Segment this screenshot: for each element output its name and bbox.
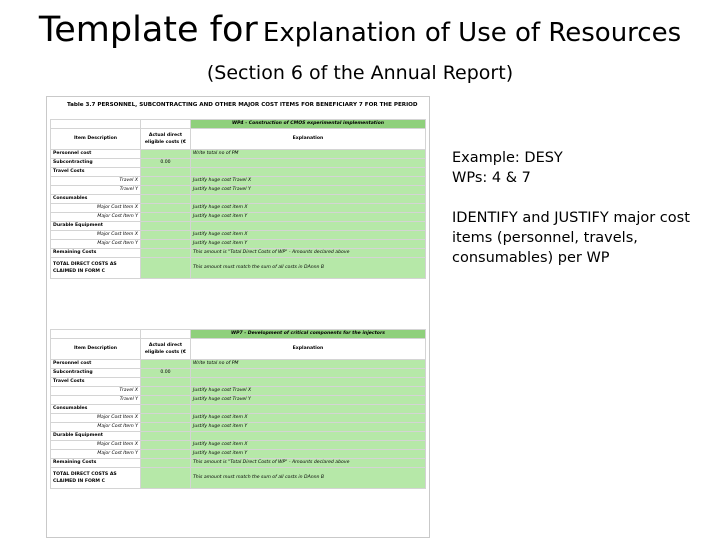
- column-header-row: [51, 339, 426, 360]
- row-item: Remaining Costs: [51, 459, 141, 468]
- total-row: [51, 468, 426, 489]
- row-cost: [141, 195, 191, 204]
- row-item: Travel Y: [51, 186, 141, 195]
- row-explanation: This amount is "Total Direct Costs of WP" - Amounts declared above: [191, 249, 426, 258]
- row-item: Major Cost Item Y: [51, 213, 141, 222]
- table-row: [51, 378, 426, 387]
- table-row: [51, 441, 426, 450]
- row-explanation: [191, 168, 426, 177]
- empty-cell: [51, 120, 141, 129]
- row-cost: 0.00: [141, 159, 191, 168]
- table-row: [51, 195, 426, 204]
- row-explanation: This amount is "Total Direct Costs of WP" - Amounts declared above: [191, 459, 426, 468]
- table-row: [51, 432, 426, 441]
- row-explanation: Justify huge cost item Y: [191, 450, 426, 459]
- table-row: [51, 405, 426, 414]
- row-explanation: Justify huge cost Travel X: [191, 387, 426, 396]
- spreadsheet-image: [46, 96, 430, 538]
- row-explanation: Justify huge cost item Y: [191, 213, 426, 222]
- table-row: [51, 222, 426, 231]
- table-row: [51, 369, 426, 378]
- total-label: TOTAL DIRECT COSTS AS CLAIMED IN FORM C: [51, 468, 141, 489]
- table-row: [51, 423, 426, 432]
- row-item: Major Cost Item Y: [51, 450, 141, 459]
- note-wps: WPs: 4 & 7: [452, 170, 531, 186]
- total-explanation: This amount must match the sum of all costs in DAnnn B: [191, 468, 426, 489]
- row-item: Travel Costs: [51, 378, 141, 387]
- col-cost-header: Actual direct eligible costs (€: [141, 339, 191, 360]
- row-explanation: Justify huge cost item X: [191, 231, 426, 240]
- row-cost: [141, 231, 191, 240]
- table-row: [51, 204, 426, 213]
- col-explanation-header: Explanation: [191, 339, 426, 360]
- row-item: Travel X: [51, 387, 141, 396]
- table-row: [51, 450, 426, 459]
- wp-table: [50, 329, 426, 489]
- total-row: [51, 258, 426, 279]
- total-cost: [141, 258, 191, 279]
- row-explanation: [191, 195, 426, 204]
- row-explanation: [191, 222, 426, 231]
- table-row: [51, 414, 426, 423]
- col-item-header: Item Description: [51, 339, 141, 360]
- row-item: Major Cost Item X: [51, 231, 141, 240]
- row-cost: [141, 222, 191, 231]
- row-cost: [141, 378, 191, 387]
- row-cost: [141, 396, 191, 405]
- empty-cell: [141, 120, 191, 129]
- row-item: Travel Costs: [51, 168, 141, 177]
- row-item: Subcontracting: [51, 369, 141, 378]
- table-row: [51, 387, 426, 396]
- row-item: Personnel cost: [51, 150, 141, 159]
- row-cost: [141, 450, 191, 459]
- total-label: TOTAL DIRECT COSTS AS CLAIMED IN FORM C: [51, 258, 141, 279]
- row-cost: [141, 240, 191, 249]
- row-explanation: Justify huge cost Travel Y: [191, 186, 426, 195]
- total-cost: [141, 468, 191, 489]
- row-explanation: [191, 378, 426, 387]
- row-cost: [141, 186, 191, 195]
- column-header-row: [51, 129, 426, 150]
- note-example: Example: DESY: [452, 150, 563, 166]
- row-item: Travel X: [51, 177, 141, 186]
- slide-title: [0, 10, 720, 50]
- title-main: Template for: [38, 10, 258, 50]
- row-explanation: [191, 405, 426, 414]
- row-item: Durable Equipment: [51, 432, 141, 441]
- row-cost: [141, 405, 191, 414]
- row-cost: [141, 150, 191, 159]
- row-explanation: Justify huge cost item Y: [191, 240, 426, 249]
- sheet-title: Table 3.7 PERSONNEL, SUBCONTRACTING AND OTHER MAJOR COST ITEMS FOR BENEFICIARY 7 FOR THE PERIOD: [67, 102, 418, 108]
- row-item: Consumables: [51, 195, 141, 204]
- wp-heading: WP4 - Construction of CMOS experimental implementation: [191, 120, 426, 129]
- row-explanation: Justify huge cost item Y: [191, 423, 426, 432]
- row-item: Major Cost Item Y: [51, 423, 141, 432]
- table-row: [51, 168, 426, 177]
- title-rest: Explanation of Use of Resources: [262, 18, 682, 48]
- row-cost: [141, 414, 191, 423]
- table-row: [51, 159, 426, 168]
- row-cost: [141, 177, 191, 186]
- row-item: Consumables: [51, 405, 141, 414]
- col-item-header: Item Description: [51, 129, 141, 150]
- table-row: [51, 249, 426, 258]
- row-explanation: Justify huge cost item X: [191, 204, 426, 213]
- row-item: Travel Y: [51, 396, 141, 405]
- empty-cell: [51, 330, 141, 339]
- table-row: [51, 186, 426, 195]
- row-cost: [141, 168, 191, 177]
- note-instruction: IDENTIFY and JUSTIFY major cost items (personnel, travels, consumables) per WP: [452, 210, 690, 266]
- table-row: [51, 459, 426, 468]
- table-row: [51, 150, 426, 159]
- notes-panel: [452, 148, 714, 288]
- row-cost: [141, 249, 191, 258]
- row-cost: [141, 204, 191, 213]
- row-explanation: Write total no of PM: [191, 360, 426, 369]
- wp-heading-row: [51, 120, 426, 129]
- row-item: Personnel cost: [51, 360, 141, 369]
- row-cost: [141, 459, 191, 468]
- row-cost: 0.00: [141, 369, 191, 378]
- table-row: [51, 360, 426, 369]
- row-explanation: Write total no of PM: [191, 150, 426, 159]
- slide-subtitle: (Section 6 of the Annual Report): [206, 62, 514, 84]
- row-item: Major Cost Item X: [51, 441, 141, 450]
- table-row: [51, 177, 426, 186]
- row-cost: [141, 441, 191, 450]
- row-item: Major Cost Item Y: [51, 240, 141, 249]
- col-cost-header: Actual direct eligible costs (€: [141, 129, 191, 150]
- col-explanation-header: Explanation: [191, 129, 426, 150]
- row-explanation: Justify huge cost item X: [191, 441, 426, 450]
- row-item: Remaining Costs: [51, 249, 141, 258]
- row-item: Major Cost Item X: [51, 414, 141, 423]
- wp-table: [50, 119, 426, 279]
- row-explanation: [191, 159, 426, 168]
- table-row: [51, 213, 426, 222]
- wp-heading-row: [51, 330, 426, 339]
- row-explanation: [191, 432, 426, 441]
- row-item: Major Cost Item X: [51, 204, 141, 213]
- table-row: [51, 231, 426, 240]
- row-cost: [141, 360, 191, 369]
- row-cost: [141, 432, 191, 441]
- empty-cell: [141, 330, 191, 339]
- row-explanation: Justify huge cost Travel X: [191, 177, 426, 186]
- wp-heading: WP7 - Development of critical components for the injectors: [191, 330, 426, 339]
- row-cost: [141, 387, 191, 396]
- table-row: [51, 396, 426, 405]
- row-item: Durable Equipment: [51, 222, 141, 231]
- row-item: Subcontracting: [51, 159, 141, 168]
- row-cost: [141, 423, 191, 432]
- row-explanation: Justify huge cost Travel Y: [191, 396, 426, 405]
- table-row: [51, 240, 426, 249]
- total-explanation: This amount must match the sum of all costs in DAnnn B: [191, 258, 426, 279]
- row-cost: [141, 213, 191, 222]
- row-explanation: [191, 369, 426, 378]
- row-explanation: Justify huge cost item X: [191, 414, 426, 423]
